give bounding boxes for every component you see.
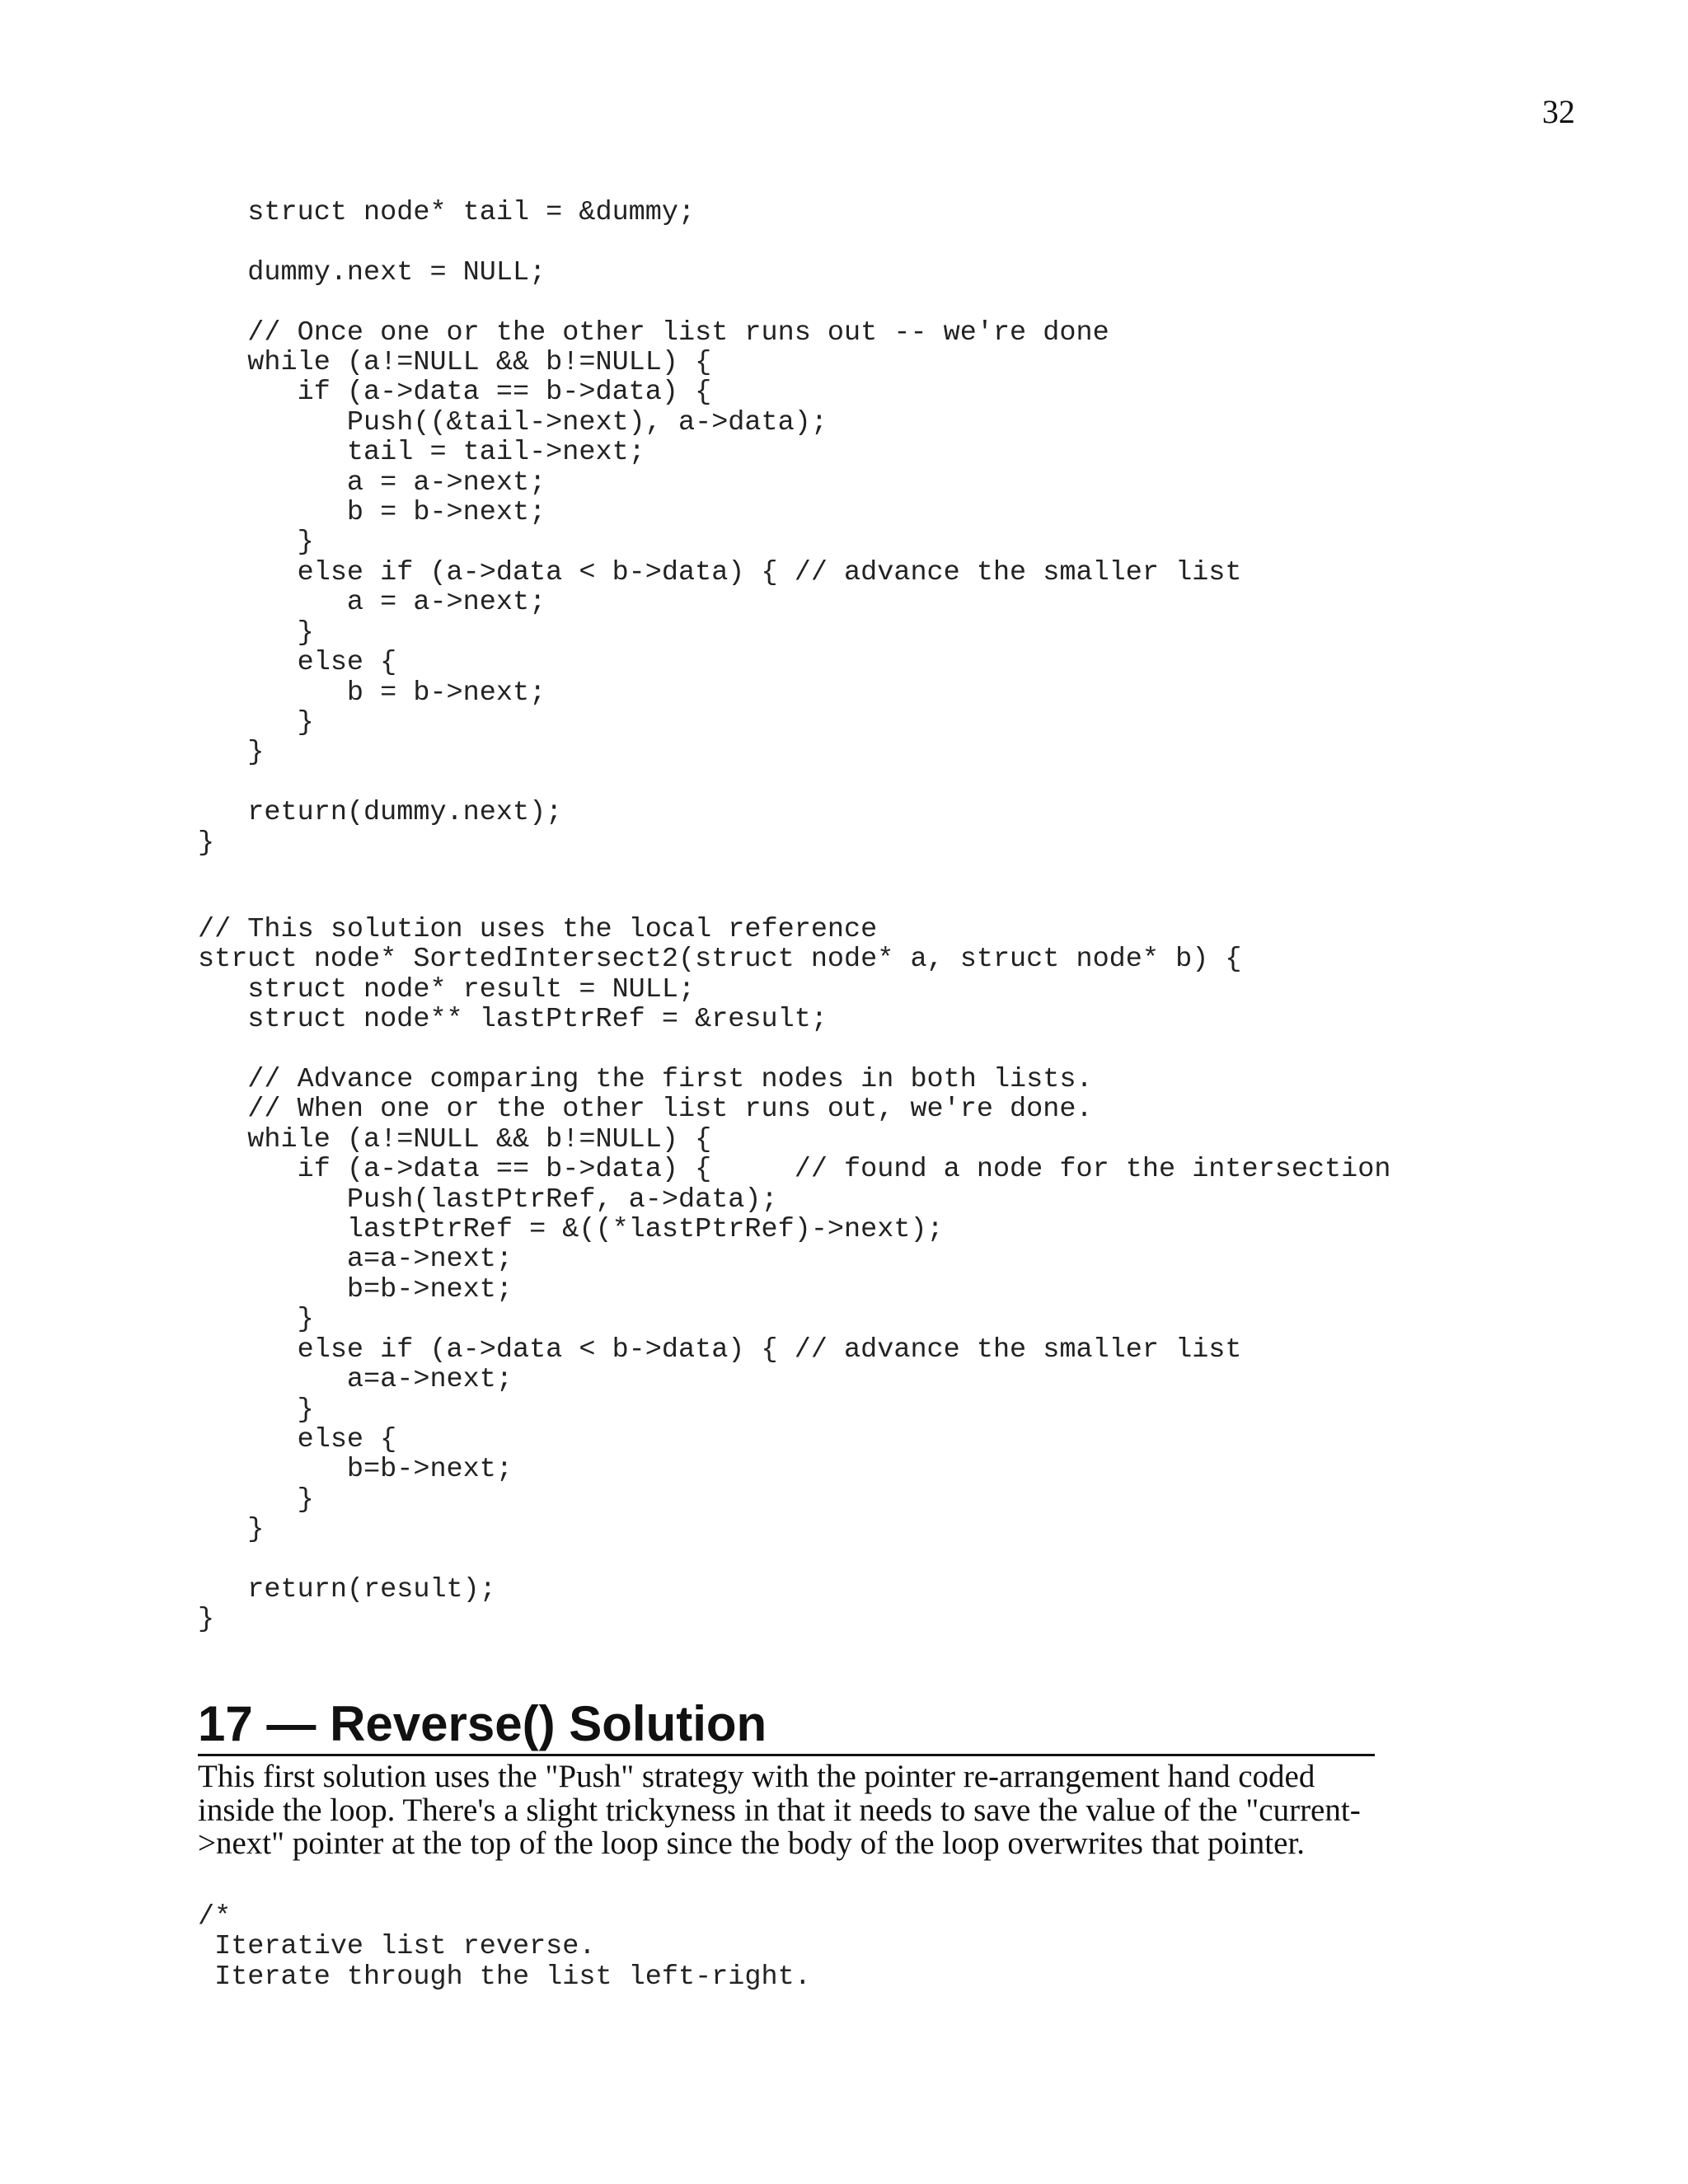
page-number: 32 [1542,93,1575,130]
section-heading: 17 — Reverse() Solution [198,1694,1375,1756]
code-block-sorted-intersect-dummy: struct node* tail = &dummy; dummy.next = NULL; // Once one or the other list runs out -- we're done while (a!=NULL && b!=NULL) { if (a->data == b->data) { Push((&tail->next), a->data); tail = tail->next; a = a->next; b = b->next; } else if (a->data < b->data) { // advance the smaller list a = a->next; } else { b = b->next; } } return(dummy.next); } [198,197,1242,859]
code-block-sorted-intersect2: // This solution uses the local reference struct node* SortedIntersect2(struct node* a, struct node* b) { struct node* result = NULL; struct node** lastPtrRef = &result; // Advance comparing the first nodes in both lists. // When one or the other list runs out, we're done. while (a!=NULL && b!=NULL) { if (a->data == b->data) { // found a node for the intersection Push(lastPtrRef, a->data); lastPtrRef = &((*lastPtrRef)->next); a=a->next; b=b->next; } else if (a->data < b->data) { // advance the smaller list a=a->next; } else { b=b->next; } } return(result); } [198,914,1391,1636]
code-block-reverse-comment: /* Iterative list reverse. Iterate through the list left-right. [198,1901,811,1993]
section-paragraph: This first solution uses the "Push" strategy with the pointer re-arrangement hand coded inside the loop. There's a slight trickyness in that it needs to save the value of the "current->next" pointer at the top of the loop since the body of the loop overwrites that pointer. [198,1759,1361,1861]
